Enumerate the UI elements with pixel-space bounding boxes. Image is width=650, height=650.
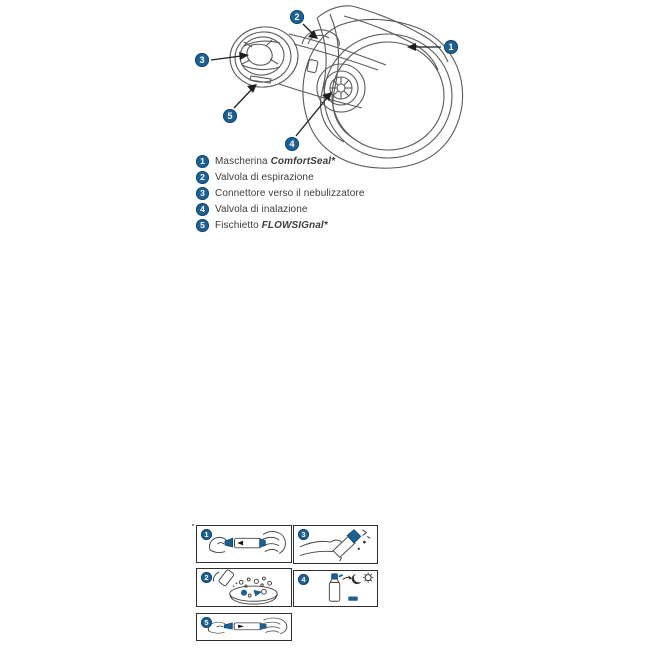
instruction-panel-wash [196, 568, 292, 607]
legend-label: Valvola di inalazione [215, 203, 308, 215]
mask-illustration [302, 6, 463, 168]
sun-icon [363, 572, 373, 582]
callout-badge-4 [285, 137, 299, 151]
legend-badge: 2 [196, 171, 209, 184]
legend-item-mask [196, 153, 365, 169]
instruction-panel-reassemble [196, 613, 292, 641]
legend-item-expiration-valve [196, 169, 365, 185]
legend-item-inhalation-valve [196, 201, 365, 217]
legend-badge: 4 [196, 203, 209, 216]
instruction-panel-disassemble [196, 525, 292, 563]
instruction-panel-shake [293, 525, 378, 564]
callout-badge-5 [223, 109, 237, 123]
callout-arrows [211, 24, 441, 136]
callout-badge-2 [290, 10, 304, 24]
callout-number: 4 [289, 138, 295, 149]
legend-badge: 1 [196, 155, 209, 168]
legend-item-connector [196, 185, 365, 201]
callout-number: 1 [448, 41, 454, 52]
connector-illustration [226, 23, 386, 108]
step-badge: 4 [298, 574, 309, 585]
step-badge: 2 [201, 572, 212, 583]
callout-number: 2 [294, 11, 300, 22]
moon-icon [352, 574, 362, 584]
step-badge: 5 [201, 617, 212, 628]
legend-label: Valvola di espirazione [215, 171, 314, 183]
instruction-panel-dry [293, 570, 378, 607]
callout-number: 3 [199, 54, 205, 65]
callout-badge-3 [195, 53, 209, 67]
legend-label: Fischietto FLOWSIGnal* [215, 219, 328, 231]
legend-item-whistle [196, 217, 365, 233]
step-badge: 3 [298, 529, 309, 540]
callout-badge-1 [444, 40, 458, 54]
legend-badge: 3 [196, 187, 209, 200]
step-badge: 1 [201, 529, 212, 540]
parts-legend [196, 153, 365, 233]
legend-badge: 5 [196, 219, 209, 232]
callout-number: 5 [227, 110, 233, 121]
hands-reassemble-icon [197, 614, 291, 640]
legend-label: Connettore verso il nebulizzatore [215, 187, 365, 199]
print-speck [192, 524, 194, 526]
legend-label: Mascherina ComfortSeal* [215, 155, 336, 167]
